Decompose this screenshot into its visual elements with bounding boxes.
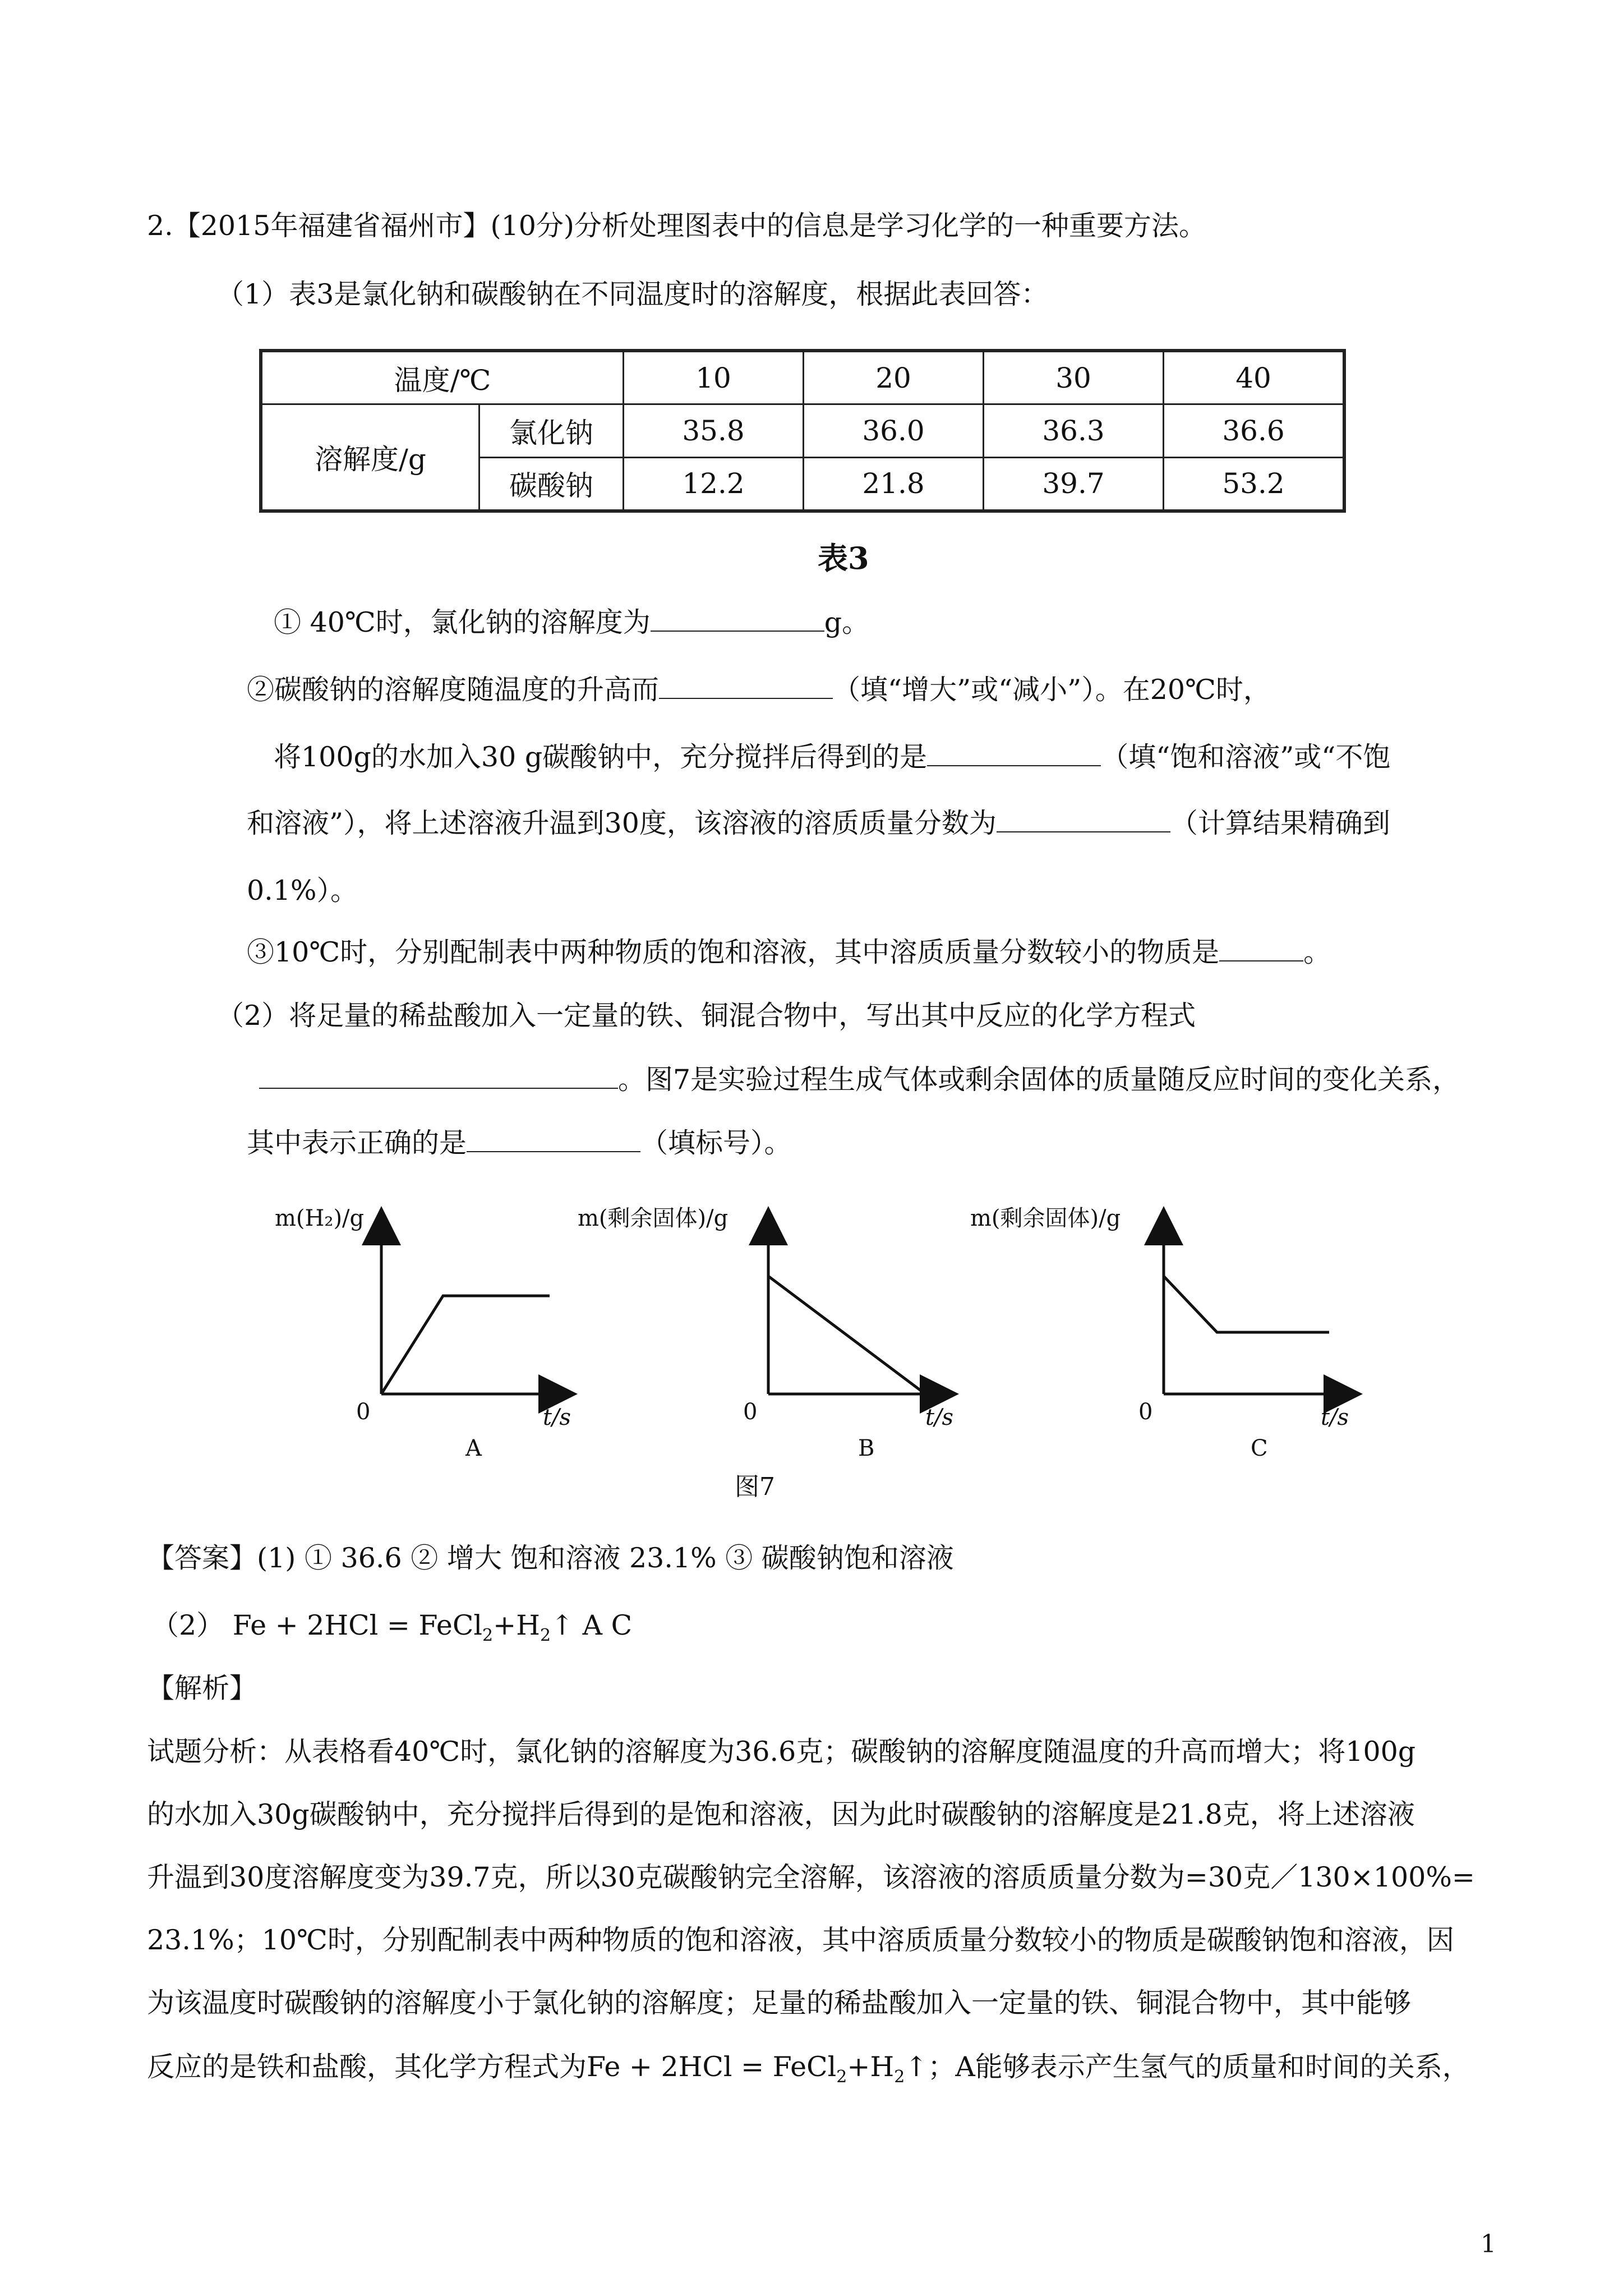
question-2-line-1: ②碳酸钠的溶解度随温度的升高而 （填“增大”或“减小”）。在20℃时，: [247, 670, 1271, 710]
table-cell: 12.2: [624, 457, 804, 511]
graph-a-id: A: [465, 1435, 482, 1461]
temp-cell: 20: [804, 351, 984, 404]
graph-a-ylabel: m(H₂)/g: [275, 1205, 365, 1231]
graph-b-xlabel: t/s: [925, 1405, 954, 1430]
question-2-line-4: 0.1%）。: [247, 875, 358, 907]
graph-c-xlabel: t/s: [1321, 1405, 1349, 1430]
table-cell: 53.2: [1164, 457, 1345, 511]
question-1: ① 40℃时，氯化钠的溶解度为 g。: [274, 603, 869, 642]
temp-header: 温度/℃: [261, 351, 624, 404]
answer-line-1: 【答案】(1) ① 36.6 ② 增大 饱和溶液 23.1% ③ 碳酸钠饱和溶液: [147, 1542, 954, 1574]
substance-name: 氯化钠: [479, 404, 624, 457]
part2-line-1: （2）将足量的稀盐酸加入一定量的铁、铜混合物中，写出其中反应的化学方程式: [216, 1000, 1196, 1032]
answer-line-2: （2） $Fe + 2HCl = FeCl_2+H_2↑$ A C: [151, 1609, 633, 1645]
temp-cell: 10: [624, 351, 804, 404]
graph-c: [970, 1205, 1357, 1461]
page-number: 1: [1481, 2230, 1496, 2258]
question-head: 2.【2015年福建省福州市】(10分)分析处理图表中的信息是学习化学的一种重要方法。: [147, 210, 1207, 242]
graph-c-curve: [1164, 1276, 1329, 1332]
table-cell: 36.6: [1164, 404, 1345, 457]
table-cell: 36.0: [804, 404, 984, 457]
substance-name: 碳酸钠: [479, 457, 624, 511]
table-cell: 21.8: [804, 457, 984, 511]
graph-c-ylabel: m(剩余固体)/g: [970, 1205, 1121, 1231]
graph-b-curve: [768, 1276, 925, 1394]
graph-a-origin: 0: [356, 1399, 371, 1425]
question-3: ③10℃时，分别配制表中两种物质的饱和溶液，其中溶质质量分数较小的物质是 。: [247, 933, 1331, 972]
table-cell: 39.7: [984, 457, 1164, 511]
part1-intro: （1）表3是氯化钠和碳酸钠在不同温度时的溶解度，根据此表回答：: [216, 278, 1049, 310]
equation-blank: [259, 1062, 618, 1089]
graph-b-id: B: [858, 1435, 875, 1461]
answer-blank: [467, 1125, 640, 1152]
figure-caption: 图7: [735, 1473, 775, 1501]
graph-a: [275, 1205, 572, 1461]
analysis-label: 【解析】: [147, 1672, 257, 1704]
table-caption: 表3: [818, 540, 869, 576]
solubility-table: [259, 349, 1346, 513]
analysis-line: 试题分析：从表格看40℃时，氯化钠的溶解度为36.6克；碳酸钠的溶解度随温度的升高而增大；将100g: [147, 1736, 1416, 1768]
solubility-label: 溶解度/g: [261, 404, 479, 511]
graph-b-origin: 0: [743, 1399, 758, 1425]
question-2-line-3: 和溶液”），将上述溶液升温到30度，该溶液的溶质质量分数为 （计算结果精确到: [247, 804, 1390, 843]
analysis-line: 的水加入30g碳酸钠中，充分搅拌后得到的是饱和溶液，因为此时碳酸钠的溶解度是21.8克，将上述溶液: [147, 1798, 1415, 1830]
analysis-line: 23.1%；10℃时，分别配制表中两种物质的饱和溶液，其中溶质质量分数较小的物质是碳酸钠饱和溶液，因: [147, 1924, 1454, 1956]
graph-b-ylabel: m(剩余固体)/g: [578, 1205, 728, 1231]
graph-a-curve: [381, 1296, 550, 1394]
answer-blank: [1219, 935, 1303, 961]
graph-c-id: C: [1251, 1435, 1268, 1461]
graph-c-origin: 0: [1138, 1399, 1153, 1425]
answer-blank: [651, 605, 824, 632]
table-cell: 35.8: [624, 404, 804, 457]
figure-7: [264, 1192, 1385, 1506]
part2-line-2: 。图7是实验过程生成气体或剩余固体的质量随反应时间的变化关系，: [259, 1060, 1460, 1099]
graph-a-xlabel: t/s: [543, 1405, 571, 1430]
table-cell: 36.3: [984, 404, 1164, 457]
temp-cell: 30: [984, 351, 1164, 404]
analysis-line: 为该温度时碳酸钠的溶解度小于氯化钠的溶解度；足量的稀盐酸加入一定量的铁、铜混合物中，其中能够: [147, 1987, 1412, 2019]
answer-blank: [997, 806, 1170, 832]
answer-blank: [927, 739, 1101, 766]
temp-cell: 40: [1164, 351, 1345, 404]
part2-line-3: 其中表示正确的是 （填标号）。: [247, 1124, 792, 1163]
answer-blank: [659, 672, 833, 699]
analysis-line: 反应的是铁和盐酸，其化学方程式为$Fe + 2HCl = FeCl_2+H_2↑$；A能够表示产生氢气的质量和时间的关系，: [147, 2051, 1470, 2087]
analysis-line: 升温到30度溶解度变为39.7克，所以30克碳酸钠完全溶解，该溶液的溶质质量分数为=30克／130×100%=: [147, 1861, 1475, 1893]
graph-b: [578, 1205, 953, 1461]
question-2-line-2: 将100g的水加入30 g碳酸钠中，充分搅拌后得到的是 （填“饱和溶液”或“不饱: [274, 738, 1390, 777]
